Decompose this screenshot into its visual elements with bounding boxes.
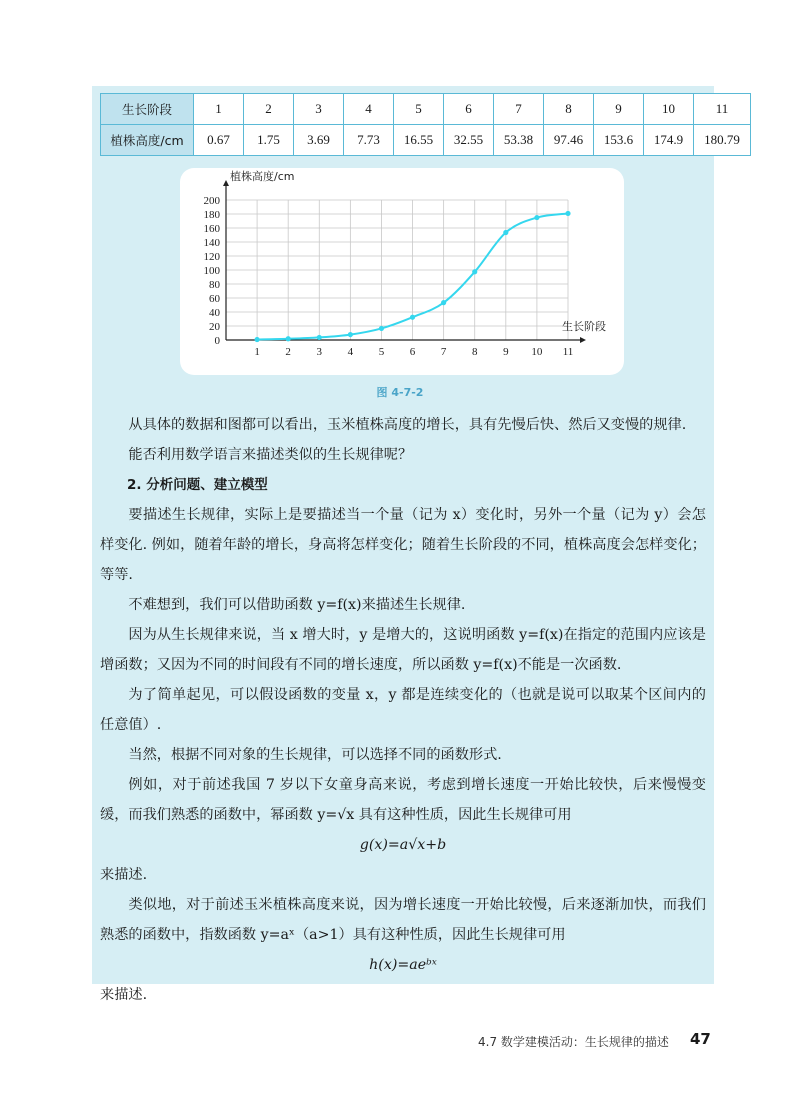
paragraph: 为了简单起见，可以假设函数的变量 x，y 都是连续变化的（也就是说可以取某个区间内的任意值）. [100, 687, 706, 733]
data-point [441, 300, 446, 305]
data-point [565, 211, 570, 216]
data-point [348, 332, 353, 337]
table-cell: 4 [344, 94, 394, 125]
table-cell: 32.55 [444, 125, 494, 156]
x-tick-label: 3 [316, 346, 323, 358]
y-tick-label: 0 [214, 335, 220, 347]
row-header-stage: 生长阶段 [101, 94, 194, 125]
paragraph: 因为从生长规律来说，当 x 增大时，y 是增大的，这说明函数 y=f(x)在指定的范围内应该是增函数；又因为不同的时间段有不同的增长速度，所以函数 y=f(x)不能是一次函数. [100, 627, 706, 673]
table-row-stage [101, 94, 751, 125]
table-cell: 153.6 [594, 125, 644, 156]
y-tick-label: 20 [209, 321, 220, 333]
formula-g: g(x)=a√x+b [359, 837, 447, 853]
table-cell: 1 [194, 94, 244, 125]
paragraph: 当然，根据不同对象的生长规律，可以选择不同的函数形式. [128, 747, 502, 763]
table-cell: 2 [244, 94, 294, 125]
x-tick-label: 11 [562, 346, 574, 358]
running-footer: 4.7 数学建模活动：生长规律的描述 [478, 1035, 669, 1049]
data-point [503, 230, 508, 235]
table-cell: 174.9 [644, 125, 694, 156]
paragraph: 要描述生长规律，实际上是要描述当一个量（记为 x）变化时，另外一个量（记为 y）会怎样变化. 例如，随着年龄的增长，身高将怎样变化；随着生长阶段的不同，植株高度会怎样变化；等等. [100, 507, 706, 583]
data-table [100, 93, 751, 156]
formula-h: h(x)=aeᵇˣ [369, 957, 437, 973]
x-tick-label: 4 [347, 346, 354, 358]
paragraph: 来描述. [100, 987, 148, 1003]
table-cell: 1.75 [244, 125, 294, 156]
paragraph: 来描述. [100, 867, 148, 883]
page-number: 47 [690, 1030, 711, 1048]
x-tick-label: 10 [531, 346, 543, 358]
x-axis-label: 生长阶段 [562, 320, 606, 333]
x-tick-label: 7 [440, 346, 447, 358]
table-cell: 6 [444, 94, 494, 125]
x-tick-label: 2 [285, 346, 291, 358]
table-cell: 10 [644, 94, 694, 125]
section-heading: 2. 分析问题、建立模型 [127, 477, 268, 493]
table-cell: 8 [544, 94, 594, 125]
table-cell: 5 [394, 94, 444, 125]
y-tick-label: 40 [209, 307, 220, 319]
y-tick-label: 100 [203, 265, 220, 277]
data-point [534, 215, 539, 220]
table-cell: 97.46 [544, 125, 594, 156]
figure-caption: 图 4-7-2 [376, 386, 424, 399]
data-point [472, 269, 477, 274]
x-tick-label: 1 [254, 346, 260, 358]
y-tick-label: 60 [209, 293, 220, 305]
x-tick-label: 6 [409, 346, 416, 358]
y-tick-label: 120 [203, 251, 220, 263]
paragraph: 能否利用数学语言来描述类似的生长规律呢？ [128, 447, 413, 463]
x-tick-label: 5 [378, 346, 385, 358]
y-tick-label: 160 [203, 223, 220, 235]
growth-chart [180, 168, 624, 375]
x-tick-label: 8 [471, 346, 478, 358]
table-cell: 0.67 [194, 125, 244, 156]
body-text [100, 410, 706, 1010]
y-tick-label: 180 [203, 209, 220, 221]
y-axis-arrow [223, 180, 229, 186]
data-point [317, 335, 322, 340]
data-point [410, 315, 415, 320]
paragraph: 类似地，对于前述玉米植株高度来说，因为增长速度一开始比较慢，后来逐渐加快，而我们熟悉的函数中，指数函数 y=aˣ（a>1）具有这种性质，因此生长规律可用 [100, 897, 706, 943]
paragraph: 例如，对于前述我国 7 岁以下女童身高来说，考虑到增长速度一开始比较快，后来慢慢变缓，而我们熟悉的函数中，幂函数 y=√x 具有这种性质，因此生长规律可用 [100, 777, 706, 823]
table-cell: 180.79 [694, 125, 751, 156]
data-point [286, 336, 291, 341]
x-tick-label: 9 [503, 346, 509, 358]
table-cell: 11 [694, 94, 751, 125]
table-cell: 7.73 [344, 125, 394, 156]
table-cell: 7 [494, 94, 544, 125]
y-tick-label: 200 [203, 195, 220, 207]
table-cell: 3.69 [294, 125, 344, 156]
table-cell: 53.38 [494, 125, 544, 156]
data-point [254, 337, 259, 342]
table-cell: 3 [294, 94, 344, 125]
paragraph: 不难想到，我们可以借助函数 y=f(x)来描述生长规律. [128, 597, 466, 613]
y-tick-label: 80 [209, 279, 220, 291]
table-cell: 9 [594, 94, 644, 125]
row-header-height: 植株高度/cm [101, 125, 194, 156]
table-cell: 16.55 [394, 125, 444, 156]
data-point [379, 326, 384, 331]
y-axis-label: 植株高度/cm [230, 170, 295, 183]
paragraph: 从具体的数据和图都可以看出，玉米植株高度的增长，具有先慢后快、然后又变慢的规律. [128, 417, 687, 433]
y-tick-label: 140 [203, 237, 220, 249]
x-axis-arrow [580, 337, 586, 343]
table-row-height [101, 125, 751, 156]
chart-card [180, 168, 624, 375]
